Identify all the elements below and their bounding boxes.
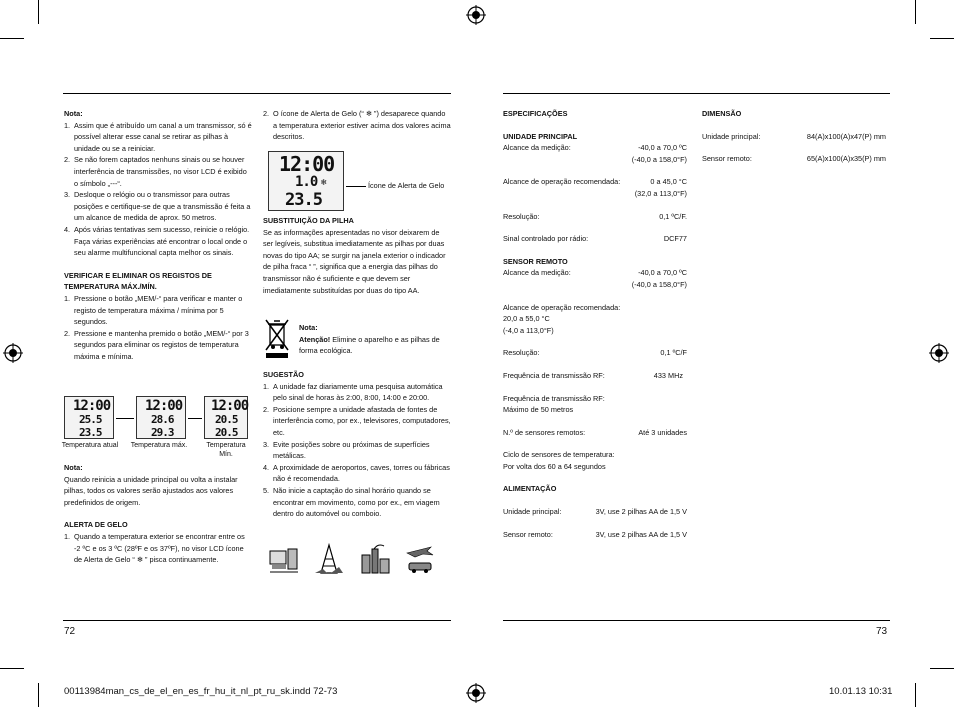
list-item: 2. O ícone de Alerta de Gelo (“ ❄ ”) desaparece quando a temperatura exterior estiver acima dos valores acima descritos.: [263, 109, 451, 142]
crop-mark: [0, 38, 24, 39]
registration-mark-icon: [466, 5, 486, 25]
spec-row-cont: (-40,0 a 158,0°F): [631, 154, 687, 164]
spec-value: Por volta dos 60 a 64 segundos: [503, 461, 606, 471]
spec-row-cont: (-40,0 a 158,0°F): [631, 279, 687, 289]
page-number-right: 73: [876, 626, 888, 637]
list-item: 4. A proximidade de aeroportos, caves, torres ou fábricas não é recomendada.: [263, 462, 450, 484]
mid-column-battery: [263, 215, 451, 296]
connector-line: [116, 418, 134, 419]
main-unit-heading: UNIDADE PRINCIPAL: [503, 131, 578, 141]
spec-row: Alcance de operação recomendada: 0 a 45,0 °C: [503, 177, 687, 187]
list-item: 1. Assim que é atribuído um canal a um transmissor, só é possível alterar esse canal se retirar as pilhas à unidade ou se a reiniciar.: [64, 120, 252, 153]
notes-list: [64, 120, 252, 259]
footer-rule-right: [503, 620, 890, 621]
verify-list: [64, 293, 252, 363]
list-item: 1. Quando a temperatura exterior se encontrar entre os -2 ºC e os 3 ºC (28ºF e os 37ºF), no visor LCD ícone de Alerta de Gelo “ ❄ ” pisca continuamente.: [64, 531, 245, 565]
mid-column-top: [263, 108, 451, 143]
list-item: 5. Não inicie a captação do sinal horário quando se encontrar em movimento, como por ex., em viagem dentro do automóvel ou comboio.: [263, 485, 440, 519]
power-heading: ALIMENTAÇÃO: [503, 484, 557, 494]
spec-label: Alcance de operação recomendada:: [503, 302, 621, 312]
spec-row: Sensor remoto: 65(A)x100(A)x35(P) mm: [702, 154, 886, 164]
crop-mark: [915, 0, 916, 24]
spec-column: [503, 108, 687, 540]
snowflake-icon: ❄: [321, 178, 327, 188]
note-heading: Nota:: [64, 109, 83, 118]
spec-label: Ciclo de sensores de temperatura:: [503, 450, 615, 460]
list-item: 1. Pressione o botão „MEM/-“ para verificar e manter o registo de temperatura máxima / mínima por 5 segundos.: [64, 293, 243, 327]
list-item: 1. A unidade faz diariamente uma pesquisa automática pelo sinal de horas às 2:00, 8:00, 14:00 e 20:00.: [263, 381, 443, 403]
registration-mark-icon: [929, 343, 949, 363]
crop-mark: [930, 668, 954, 669]
crop-mark: [930, 38, 954, 39]
sensor-heading: SENSOR REMOTO: [503, 256, 568, 266]
spec-row: Resolução: 0,1 ºC/F: [503, 348, 687, 358]
spec-row: Unidade principal: 3V, use 2 pilhas AA de 1,5 V: [503, 507, 687, 517]
section-heading-frost: ALERTA DE GELO: [64, 520, 128, 530]
crop-mark: [38, 683, 39, 707]
registration-mark-icon: [466, 683, 486, 703]
list-item: 3. Desloque o relógio ou o transmissor para outras posições e certifique-se de que a transmissão é feita a um alcance de medida de aprox. 50 metros.: [64, 190, 251, 223]
spec-row: Alcance da medição: -40,0 a 70,0 ºC: [503, 268, 687, 278]
frost-list-2: [263, 108, 451, 143]
list-item: 2. Se não forem captados nenhuns sinais ou se houver interferência de transmissões, no visor LCD é exibido o símbolo „---“.: [64, 155, 247, 188]
caption-max: Temperatura máx.: [130, 442, 188, 449]
disposal-text: Atenção! Elimine o aparelho e as pilhas de forma ecológica.: [299, 334, 440, 356]
registration-mark-icon: [3, 343, 23, 363]
disposal-note: [299, 322, 451, 357]
crop-mark: [915, 683, 916, 707]
section-heading-tips: SUGESTÃO: [263, 370, 304, 379]
spec-value: 20,0 a 55,0 °C: [503, 314, 550, 324]
spec-row: N.º de sensores remotos: Até 3 unidades: [503, 427, 687, 437]
list-item: 2. Posicione sempre a unidade afastada de fontes de interferência como, por ex., televisores, computadores, etc.: [263, 404, 451, 437]
spec-value: Máximo de 50 metros: [503, 405, 574, 415]
note2-heading: Nota:: [64, 463, 83, 472]
battery-text: Se as informações apresentadas no visor deixarem de ser legíveis, substitua imediatamente as pilhas por duas novas do tipo AA; se surgir na janela exterior o indicador de pilha fraca “ ”, significa que a energia das pilhas do transmissor não é suficiente e que devem ser imediatamente substituídas por duas do tipo AA.: [263, 227, 446, 295]
lcd-display-min: 12:00 20.5 20.5: [204, 396, 248, 439]
dimension-heading: DIMENSÃO: [702, 109, 742, 118]
spec-row: Alcance da medição: -40,0 a 70,0 ºC: [503, 143, 687, 153]
spec-row-cont: (32,0 a 113,0°F): [634, 188, 687, 198]
lcd-display-frost: 12:00 1.0 ❄ 23.5: [268, 151, 344, 211]
crop-mark: [0, 668, 24, 669]
spec-row: Frequência de transmissão RF: 433 MHz: [503, 370, 683, 380]
spec-row: Unidade principal: 84(A)x100(A)x47(P) mm: [702, 131, 886, 141]
footer-date: 10.01.13 10:31: [829, 686, 893, 697]
caption-current: Temperatura atual: [61, 442, 119, 449]
callout-line: [346, 186, 366, 187]
crop-mark: [38, 0, 39, 24]
left-column: [64, 108, 252, 362]
header-rule-left: [63, 93, 451, 94]
tv-computer-icon: [268, 545, 300, 575]
footer-rule-left: [63, 620, 451, 621]
section-heading-verify: VERIFICAR E ELIMINAR OS REGISTOS DE TEMPERATURA MÁX./MÍN.: [64, 270, 212, 292]
frost-list: [64, 531, 252, 566]
left-column-lower: [64, 462, 252, 566]
spec-heading: ESPECIFICAÇÕES: [503, 109, 568, 118]
crossed-bin-icon: [263, 317, 291, 359]
factory-icon: [358, 543, 392, 575]
lcd-display-max: 12:00 28.6 29.3: [136, 396, 186, 439]
page-number-left: 72: [64, 626, 76, 637]
list-item: 4. Após várias tentativas sem sucesso, reinicie o relógio. Faça várias experiências até encontrar o local onde o seu alarme multifuncional capta melhor os sinais.: [64, 224, 250, 258]
spec-value: (-4,0 a 113,0°F): [503, 325, 554, 335]
list-item: 3. Evite posições sobre ou próximas de superfícies metálicas.: [263, 439, 430, 461]
caption-min: Temperatura Mín.: [206, 442, 246, 458]
lcd-display-current: 12:00 25.5 23.5: [64, 396, 114, 439]
airport-car-icon: [403, 543, 437, 575]
spec-label: Frequência de transmissão RF:: [503, 393, 605, 403]
tips-list: [263, 381, 451, 520]
spec-row: Sinal controlado por rádio: DCF77: [503, 234, 687, 244]
disposal-note-heading: Nota:: [299, 323, 318, 332]
dimension-column: [702, 108, 886, 165]
frost-icon-callout: Ícone de Alerta de Gelo: [368, 181, 445, 190]
radio-tower-icon: [313, 543, 345, 575]
spec-row: Resolução: 0,1 ºC/F.: [503, 211, 687, 221]
header-rule-right: [503, 93, 890, 94]
note2-text: Quando reinicia a unidade principal ou volta a instalar pilhas, todos os valores serão ajustados aos valores predefinidos de origem.: [64, 474, 238, 507]
spec-row: Sensor remoto: 3V, use 2 pilhas AA de 1,5 V: [503, 529, 687, 539]
list-item: 2. Pressione e mantenha premido o botão „MEM/-“ por 3 segundos para eliminar os registos de temperatura máxima e mínima.: [64, 328, 249, 361]
mid-column-tips: [263, 369, 451, 520]
footer-filename: 00113984man_cs_de_el_en_es_fr_hu_it_nl_pt_ru_sk.indd 72-73: [64, 686, 338, 697]
connector-line: [188, 418, 202, 419]
section-heading-battery: SUBSTITUIÇÃO DA PILHA: [263, 216, 354, 225]
